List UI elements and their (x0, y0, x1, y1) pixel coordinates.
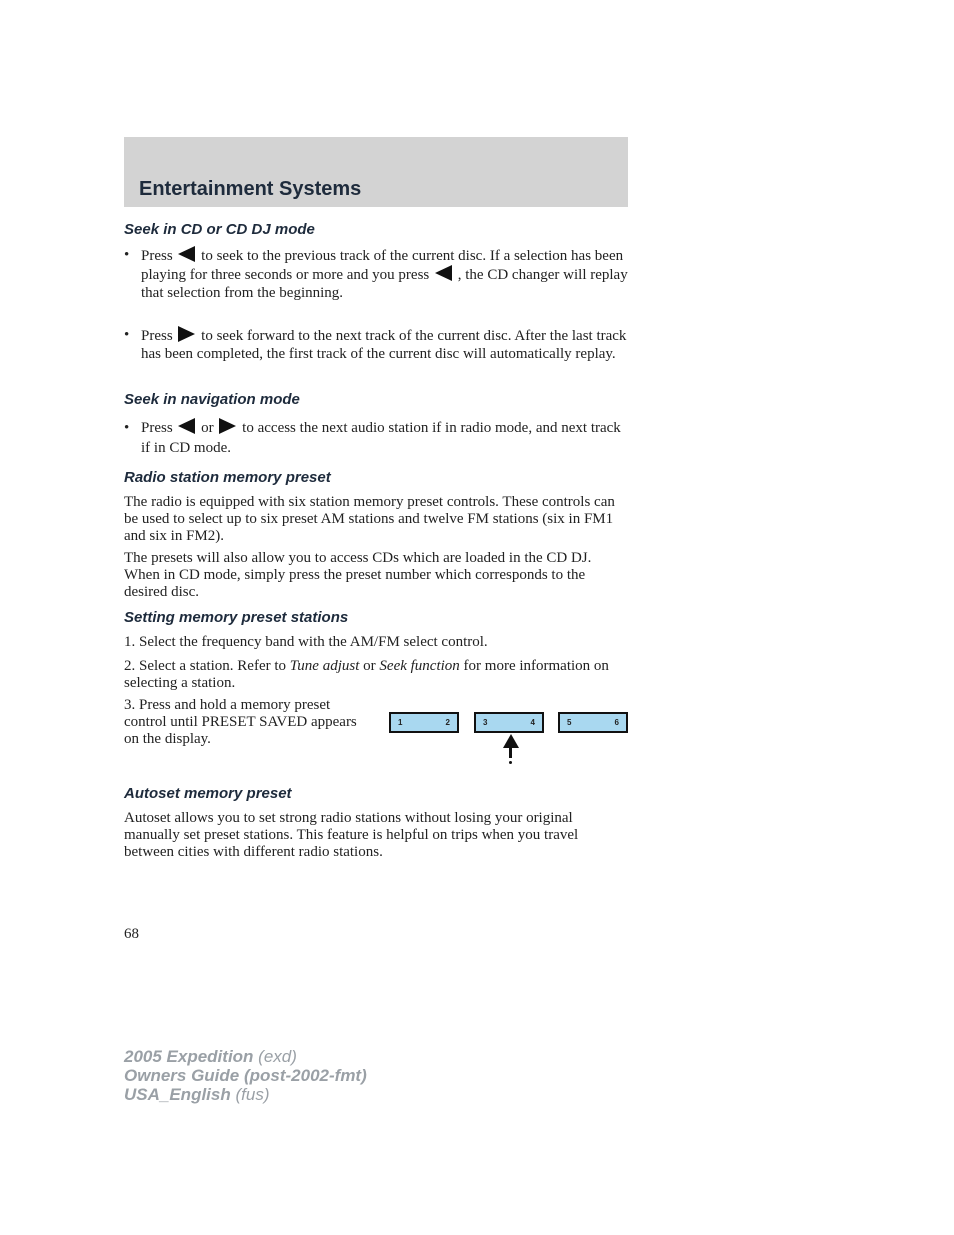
seek-left-icon (178, 418, 195, 434)
arrow-up-icon (503, 734, 519, 748)
paragraph-memory-preset-2: The presets will also allow you to access CDs which are loaded in the CD DJ. When in CD mode, simply press the preset number which corresponds to the desired disc. (124, 550, 592, 600)
bullet-seek-next (124, 326, 628, 363)
preset-number: 2 (445, 718, 450, 727)
preset-number: 6 (614, 718, 619, 727)
section-title: Entertainment Systems (139, 178, 362, 200)
paragraph-memory-preset-1: The radio is equipped with six station memory preset controls. These controls can be used to select up to six preset AM stations and twelve FM stations (six in FM1 and six in FM2). (124, 494, 615, 544)
bullet-text: Press or to access the next audio station if in radio mode, and next track if in CD mode. (141, 420, 621, 456)
page-number: 68 (124, 926, 139, 942)
bullet-seek-nav (124, 418, 628, 458)
preset-number: 5 (567, 718, 572, 727)
footer-line-2: Owners Guide (post-2002-fmt) (124, 1066, 367, 1085)
heading-setting-presets: Setting memory preset stations (124, 609, 349, 626)
heading-memory-preset: Radio station memory preset (124, 469, 331, 486)
bullet-seek-previous (124, 246, 628, 302)
preset-number: 3 (483, 718, 488, 727)
heading-seek-cd: Seek in CD or CD DJ mode (124, 221, 315, 238)
step-1: 1. Select the frequency band with the AM/FM select control. (124, 634, 488, 650)
bullet-text: Press to seek forward to the next track of the current disc. After the last track has been completed, the first track of the current disc will automatically replay. (141, 328, 627, 362)
paragraph-autoset: Autoset allows you to set strong radio stations without losing your original manually set preset stations. This feature is helpful on trips when you travel between cities with different radio stations. (124, 810, 579, 860)
preset-number: 4 (530, 718, 535, 727)
step-3: 3. Press and hold a memory preset control until PRESET SAVED appears on the display. (124, 697, 357, 747)
arrow-shaft (509, 747, 512, 758)
bullet-dot: • (124, 327, 130, 343)
footer (124, 1047, 367, 1104)
seek-left-icon (435, 265, 452, 281)
preset-button-3-4[interactable] (474, 712, 544, 733)
bullet-dot: • (124, 420, 130, 436)
preset-button-5-6[interactable] (558, 712, 628, 733)
seek-right-icon (178, 326, 195, 342)
heading-seek-nav: Seek in navigation mode (124, 391, 300, 408)
step-2: 2. Select a station. Refer to Tune adjust or Seek function for more information on selecting a station. (124, 658, 609, 691)
preset-button-1-2[interactable] (389, 712, 459, 733)
preset-number: 1 (398, 718, 403, 727)
arrow-dot (509, 761, 512, 764)
heading-autoset: Autoset memory preset (124, 785, 292, 802)
bullet-dot: • (124, 247, 130, 263)
bullet-text: Press to seek to the previous track of the current disc. If a selection has been playing for three seconds or more and you press , the CD changer will replay that selection from the beginning. (141, 248, 628, 301)
footer-line-1: 2005 Expedition (exd) (124, 1047, 297, 1066)
seek-left-icon (178, 246, 195, 262)
seek-right-icon (219, 418, 236, 434)
footer-line-3: USA_English (fus) (124, 1085, 270, 1104)
